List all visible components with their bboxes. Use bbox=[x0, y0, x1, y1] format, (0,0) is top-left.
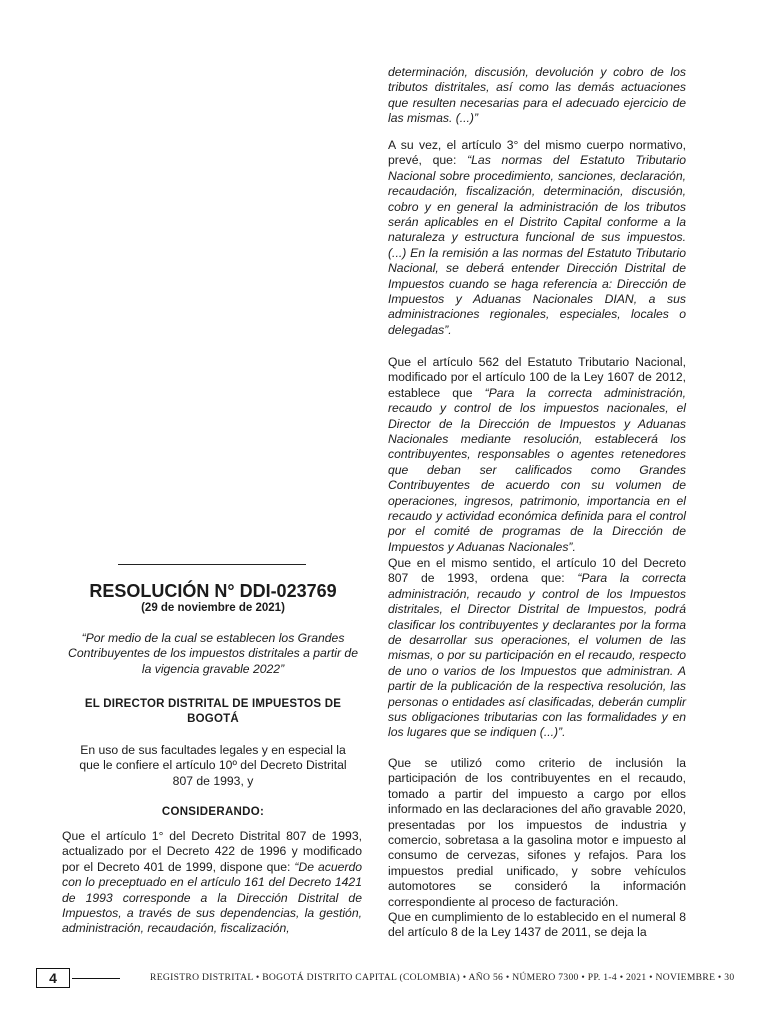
right-paragraph-6: Que en cumplimiento de lo establecido en el numeral 8 del artículo 8 de la Ley 1437 de 2011, se deja la bbox=[388, 910, 686, 940]
paragraph-lead: Que el artículo 1° del Decreto Distrital 807 de 1993, actualizado por el Decreto 422 de 1996 y modificado por el Decreto 401 de 1999, dispone que: bbox=[62, 829, 362, 874]
quote-text: “De acuerdo con lo preceptuado en el artículo 161 del Decreto 1421 de 1993 corresponde a la Dirección Distrital de Impuestos, a través de sus dependencias, la gestión, administración, recaudación, fiscalización, bbox=[62, 859, 362, 936]
resolution-subject: “Por medio de la cual se establecen los Grandes Contribuyentes de los impuestos distritales a partir de la vigencia gravable 2022” bbox=[68, 631, 358, 676]
paragraph-lead: Que el artículo 562 del Estatuto Tributario Nacional, modificado por el artículo 100 de la Ley 1607 de 2012, establece que bbox=[388, 355, 686, 400]
legal-basis: En uso de sus facultades legales y en especial la que le confiere el artículo 10º del Decreto Distrital 807 de 1993, y bbox=[79, 743, 347, 788]
resolution-date: (29 de noviembre de 2021) bbox=[141, 602, 285, 614]
director-heading: EL DIRECTOR DISTRITAL DE IMPUESTOS DE BOGOTÁ bbox=[84, 698, 342, 725]
right-paragraph-4 bbox=[388, 556, 686, 741]
right-paragraph-5: Que se utilizó como criterio de inclusión la participación de los contribuyentes en el recaudo, tomado a partir del impuesto a cargo por ellos informado en las declaraciones del año gravable 2020, presentadas por los impuestos de industria y comercio, sobretasa a la gasolina motor e impuesto al consumo de cervezas, sifones y refajos. Para los impuestos predial unificado, y sobre vehículos automotores se consideró la información correspondiente al proceso de facturación. bbox=[388, 756, 686, 909]
left-body-paragraph bbox=[62, 829, 362, 937]
page-number: 4 bbox=[36, 968, 70, 988]
page-footer bbox=[36, 968, 736, 990]
right-paragraph-3 bbox=[388, 355, 686, 555]
quote-text: “Las normas del Estatuto Tributario Nacional sobre procedimiento, sanciones, declaración, recaudación, fiscalización, determinación, discusión, cobro y en general la administración de los tributos serán aplicables en el Distrito Capital conforme a la naturaleza y estructura funcional de sus impuestos. (...) En la remisión a las normas del Estatuto Tributario Nacional, se deberá entender Dirección Distrital de Impuestos cuando se haga referencia a: Dirección de Impuestos y Aduanas Nacionales DIAN, a sus administraciones regionales, especiales, locales o delegadas”. bbox=[388, 153, 686, 337]
footer-rule bbox=[72, 978, 120, 979]
paragraph-lead: A su vez, el artículo 3° del mismo cuerpo normativo, prevé, que: bbox=[388, 138, 686, 168]
quote-text: “Para la correcta administración, recaudo y control de los impuestos nacionales, el Director de la Dirección de Impuestos y Aduanas Nacionales mediante resolución, establecerá los contribuyentes, responsables o agentes retenedores que deban ser calificados como Grandes Contribuyentes de acuerdo con su volumen de operaciones, ingresos, patrimonio, importancia en el recaudo y actividad económica definida para el control por el comité de programas de la Dirección de Impuestos y Aduanas Nacionales”. bbox=[388, 385, 686, 554]
resolution-title: RESOLUCIÓN N° DDI-023769 bbox=[89, 581, 337, 601]
right-paragraph-1 bbox=[388, 65, 686, 127]
quote-text: determinación, discusión, devolución y cobro de los tributos distritales, así como las demás actuaciones que resulten necesarias para el adecuado ejercicio de las mismas. (...)” bbox=[388, 65, 686, 126]
paragraph-lead: Que en el mismo sentido, el artículo 10 del Decreto 807 de 1993, ordena que: bbox=[388, 556, 686, 586]
publication-info: REGISTRO DISTRITAL • BOGOTÁ DISTRITO CAPITAL (COLOMBIA) • AÑO 56 • NÚMERO 7300 • PP. 1-4 • 2021 • NOVIEMBRE • 30 bbox=[150, 972, 735, 983]
quote-text: “Para la correcta administración, recaudo y control de los Impuestos distritales, el Director Distrital de Impuestos, podrá clasificar los contribuyentes y declarantes por la forma de desarrollar sus operaciones, el volumen de las mismas, o por su participación en el recaudo, respecto de uno o varios de los Impuestos que administran. A partir de la publicación de la respectiva resolución, las personas o entidades así clasificadas, deberán cumplir sus obligaciones tributarias con las formalidades y en los lugares que se indiquen (...)”. bbox=[388, 571, 686, 740]
right-paragraph-2 bbox=[388, 138, 686, 338]
title-divider bbox=[118, 564, 306, 565]
considerando-heading: CONSIDERANDO: bbox=[161, 806, 265, 818]
